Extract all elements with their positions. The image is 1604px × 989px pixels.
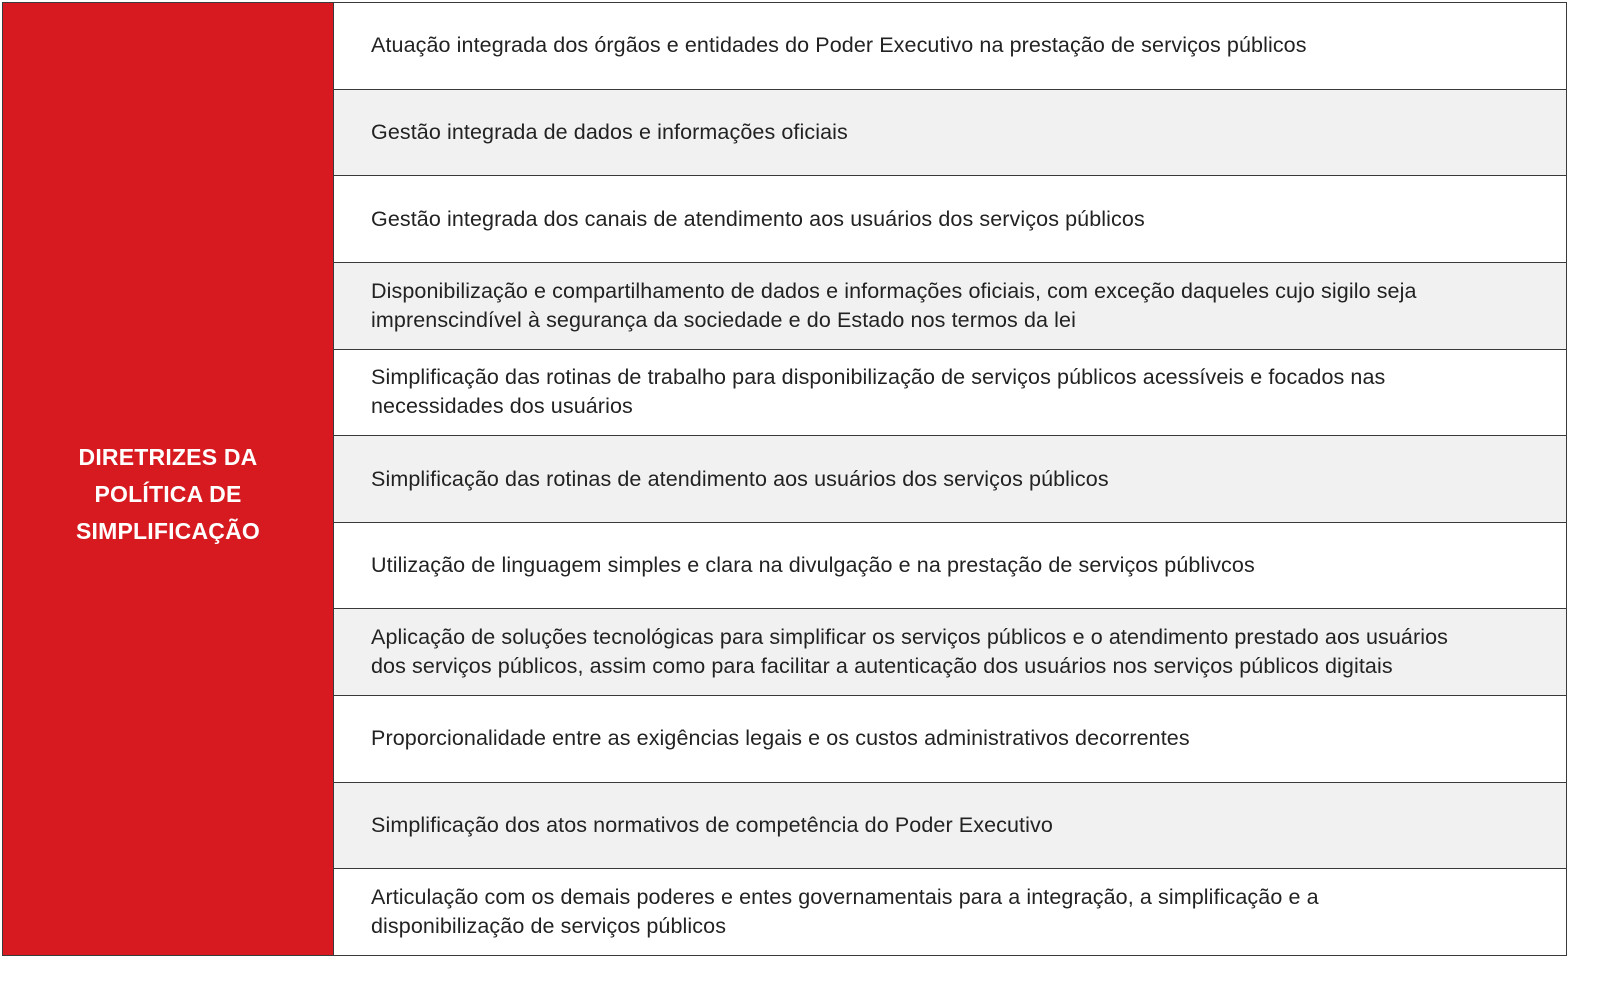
table-row [334, 263, 1566, 350]
side-title-line: SIMPLIFICAÇÃO [75, 517, 261, 544]
row-text [371, 623, 1448, 681]
row-text-line: Proporcionalidade entre as exigências legais e os custos administrativos decorrentes [371, 726, 1190, 751]
side-title-line: DIRETRIZES DA [78, 443, 258, 470]
row-text-line: Simplificação das rotinas de atendimento aos usuários dos serviços públicos [371, 466, 1109, 491]
row-text [371, 465, 1109, 494]
row-text [371, 724, 1190, 753]
row-text-line: dos serviços públicos, assim como para facilitar a autenticação dos usuários nos serviços públicos digitais [371, 654, 1393, 679]
row-text [371, 118, 848, 147]
row-text-line: Atuação integrada dos órgãos e entidades do Poder Executivo na prestação de serviços públicos [371, 33, 1307, 58]
table-row [334, 783, 1566, 870]
row-text-line: Articulação com os demais poderes e entes governamentais para a integração, a simplificação e a [371, 885, 1319, 910]
table-row [334, 609, 1566, 696]
row-text-line: necessidades dos usuários [371, 394, 633, 419]
row-text [371, 205, 1145, 234]
row-text [371, 31, 1307, 60]
row-text-line: imprenscindível à segurança da sociedade e do Estado nos termos da lei [371, 307, 1076, 332]
table-row [334, 523, 1566, 610]
row-text-line: Aplicação de soluções tecnológicas para simplificar os serviços públicos e o atendimento prestado aos usuários [371, 625, 1449, 650]
table-row [334, 869, 1566, 955]
table-row [334, 90, 1566, 177]
table-row [334, 350, 1566, 437]
row-text [371, 277, 1417, 335]
row-text-line: Gestão integrada de dados e informações oficiais [371, 119, 848, 144]
side-header-title [58, 439, 278, 550]
row-text-line: disponibilização de serviços públicos [371, 914, 727, 939]
row-text [371, 883, 1319, 941]
row-text [371, 551, 1255, 580]
guidelines-table [2, 2, 1567, 956]
row-text [371, 811, 1053, 840]
row-text [371, 363, 1385, 421]
row-text-line: Gestão integrada dos canais de atendimento aos usuários dos serviços públicos [371, 206, 1145, 231]
guideline-rows [334, 3, 1566, 955]
table-row [334, 436, 1566, 523]
row-text-line: Utilização de linguagem simples e clara na divulgação e na prestação de serviços públivcos [371, 553, 1255, 578]
row-text-line: Simplificação dos atos normativos de competência do Poder Executivo [371, 813, 1053, 838]
side-header-cell [3, 3, 334, 955]
row-text-line: Simplificação das rotinas de trabalho para disponibilização de serviços públicos acessíveis e focados nas [371, 365, 1386, 390]
side-title-line: POLÍTICA DE [94, 480, 242, 507]
row-text-line: Disponibilização e compartilhamento de dados e informações oficiais, com exceção daqueles cujo sigilo seja [371, 278, 1417, 303]
table-row [334, 176, 1566, 263]
table-row [334, 3, 1566, 90]
table-row [334, 696, 1566, 783]
